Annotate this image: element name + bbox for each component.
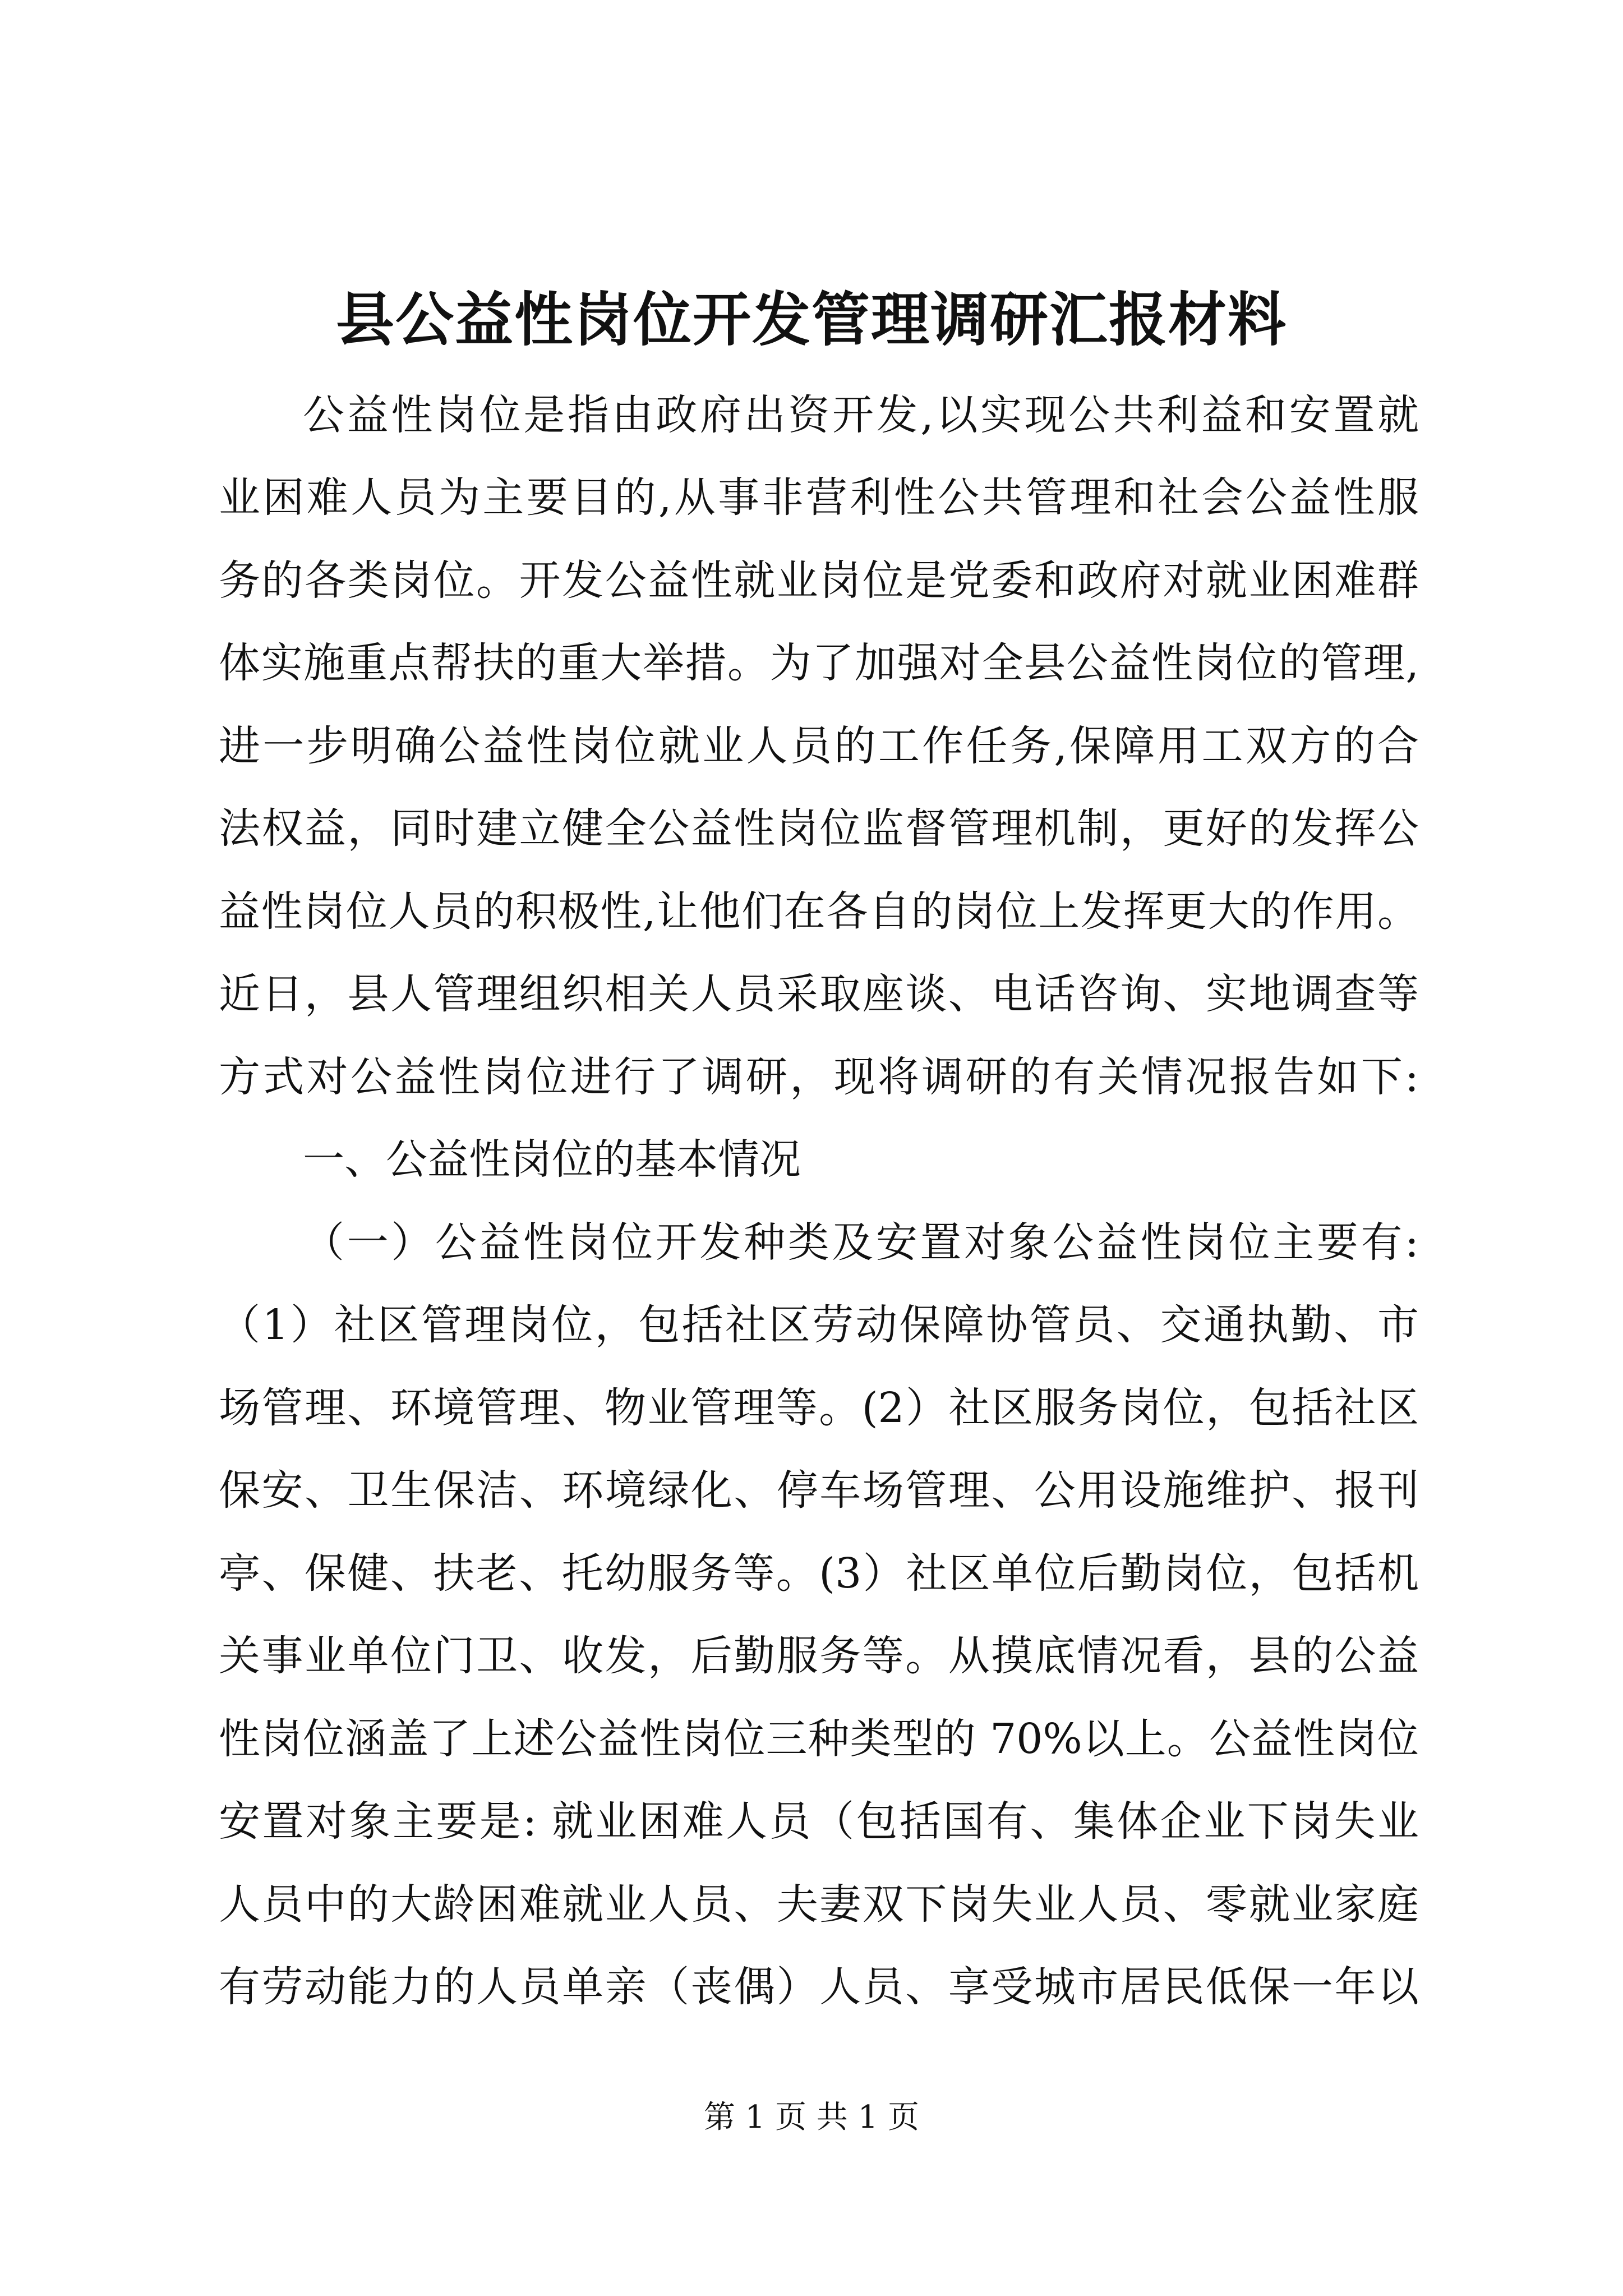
paragraph-line: 性岗位涵盖了上述公益性岗位三种类型的 70%以上。公益性岗位 bbox=[219, 1715, 1419, 1763]
paragraph-line: 亭、保健、扶老、托幼服务等。(3）社区单位后勤岗位，包括机 bbox=[219, 1549, 1419, 1598]
document-title: 县公益性岗位开发管理调研汇报材料 bbox=[335, 285, 1287, 354]
paragraph-line: （一）公益性岗位开发种类及安置对象公益性岗位主要有: bbox=[303, 1218, 1419, 1267]
paragraph-line: 场管理、环境管理、物业管理等。(2）社区服务岗位，包括社区 bbox=[219, 1384, 1419, 1432]
paragraph-line: 益性岗位人员的积极性,让他们在各自的岗位上发挥更大的作用。 bbox=[219, 887, 1419, 936]
paragraph-line: 有劳动能力的人员单亲（丧偶）人员、享受城市居民低保一年以 bbox=[219, 1963, 1419, 2011]
paragraph-line: 安置对象主要是: 就业困难人员（包括国有、集体企业下岗失业 bbox=[219, 1797, 1419, 1846]
page-footer: 第 1 页 共 1 页 bbox=[703, 2099, 920, 2136]
paragraph-line: 人员中的大龄困难就业人员、夫妻双下岗失业人员、零就业家庭 bbox=[219, 1880, 1419, 1929]
paragraph-line: 务的各类岗位。开发公益性就业岗位是党委和政府对就业困难群 bbox=[219, 556, 1419, 605]
paragraph-line: 进一步明确公益性岗位就业人员的工作任务,保障用工双方的合 bbox=[219, 722, 1419, 770]
section-heading: 一、公益性岗位的基本情况 bbox=[303, 1135, 801, 1184]
paragraph-line: 体实施重点帮扶的重大举措。为了加强对全县公益性岗位的管理, bbox=[219, 639, 1419, 687]
paragraph-line: 保安、卫生保洁、环境绿化、停车场管理、公用设施维护、报刊 bbox=[219, 1466, 1419, 1515]
paragraph-line: 近日，县人管理组织相关人员采取座谈、电话咨询、实地调查等 bbox=[219, 970, 1419, 1018]
paragraph-line: 方式对公益性岗位进行了调研，现将调研的有关情况报告如下: bbox=[219, 1053, 1419, 1101]
paragraph-line: 业困难人员为主要目的,从事非营利性公共管理和社会公益性服 bbox=[219, 473, 1419, 522]
paragraph-line: 公益性岗位是指由政府出资开发,以实现公共利益和安置就 bbox=[303, 391, 1419, 439]
paragraph-line: 法权益，同时建立健全公益性岗位监督管理机制，更好的发挥公 bbox=[219, 804, 1419, 853]
paragraph-line: 关事业单位门卫、收发，后勤服务等。从摸底情况看，县的公益 bbox=[219, 1632, 1419, 1680]
paragraph-line: （1）社区管理岗位，包括社区劳动保障协管员、交通执勤、市 bbox=[219, 1301, 1419, 1349]
